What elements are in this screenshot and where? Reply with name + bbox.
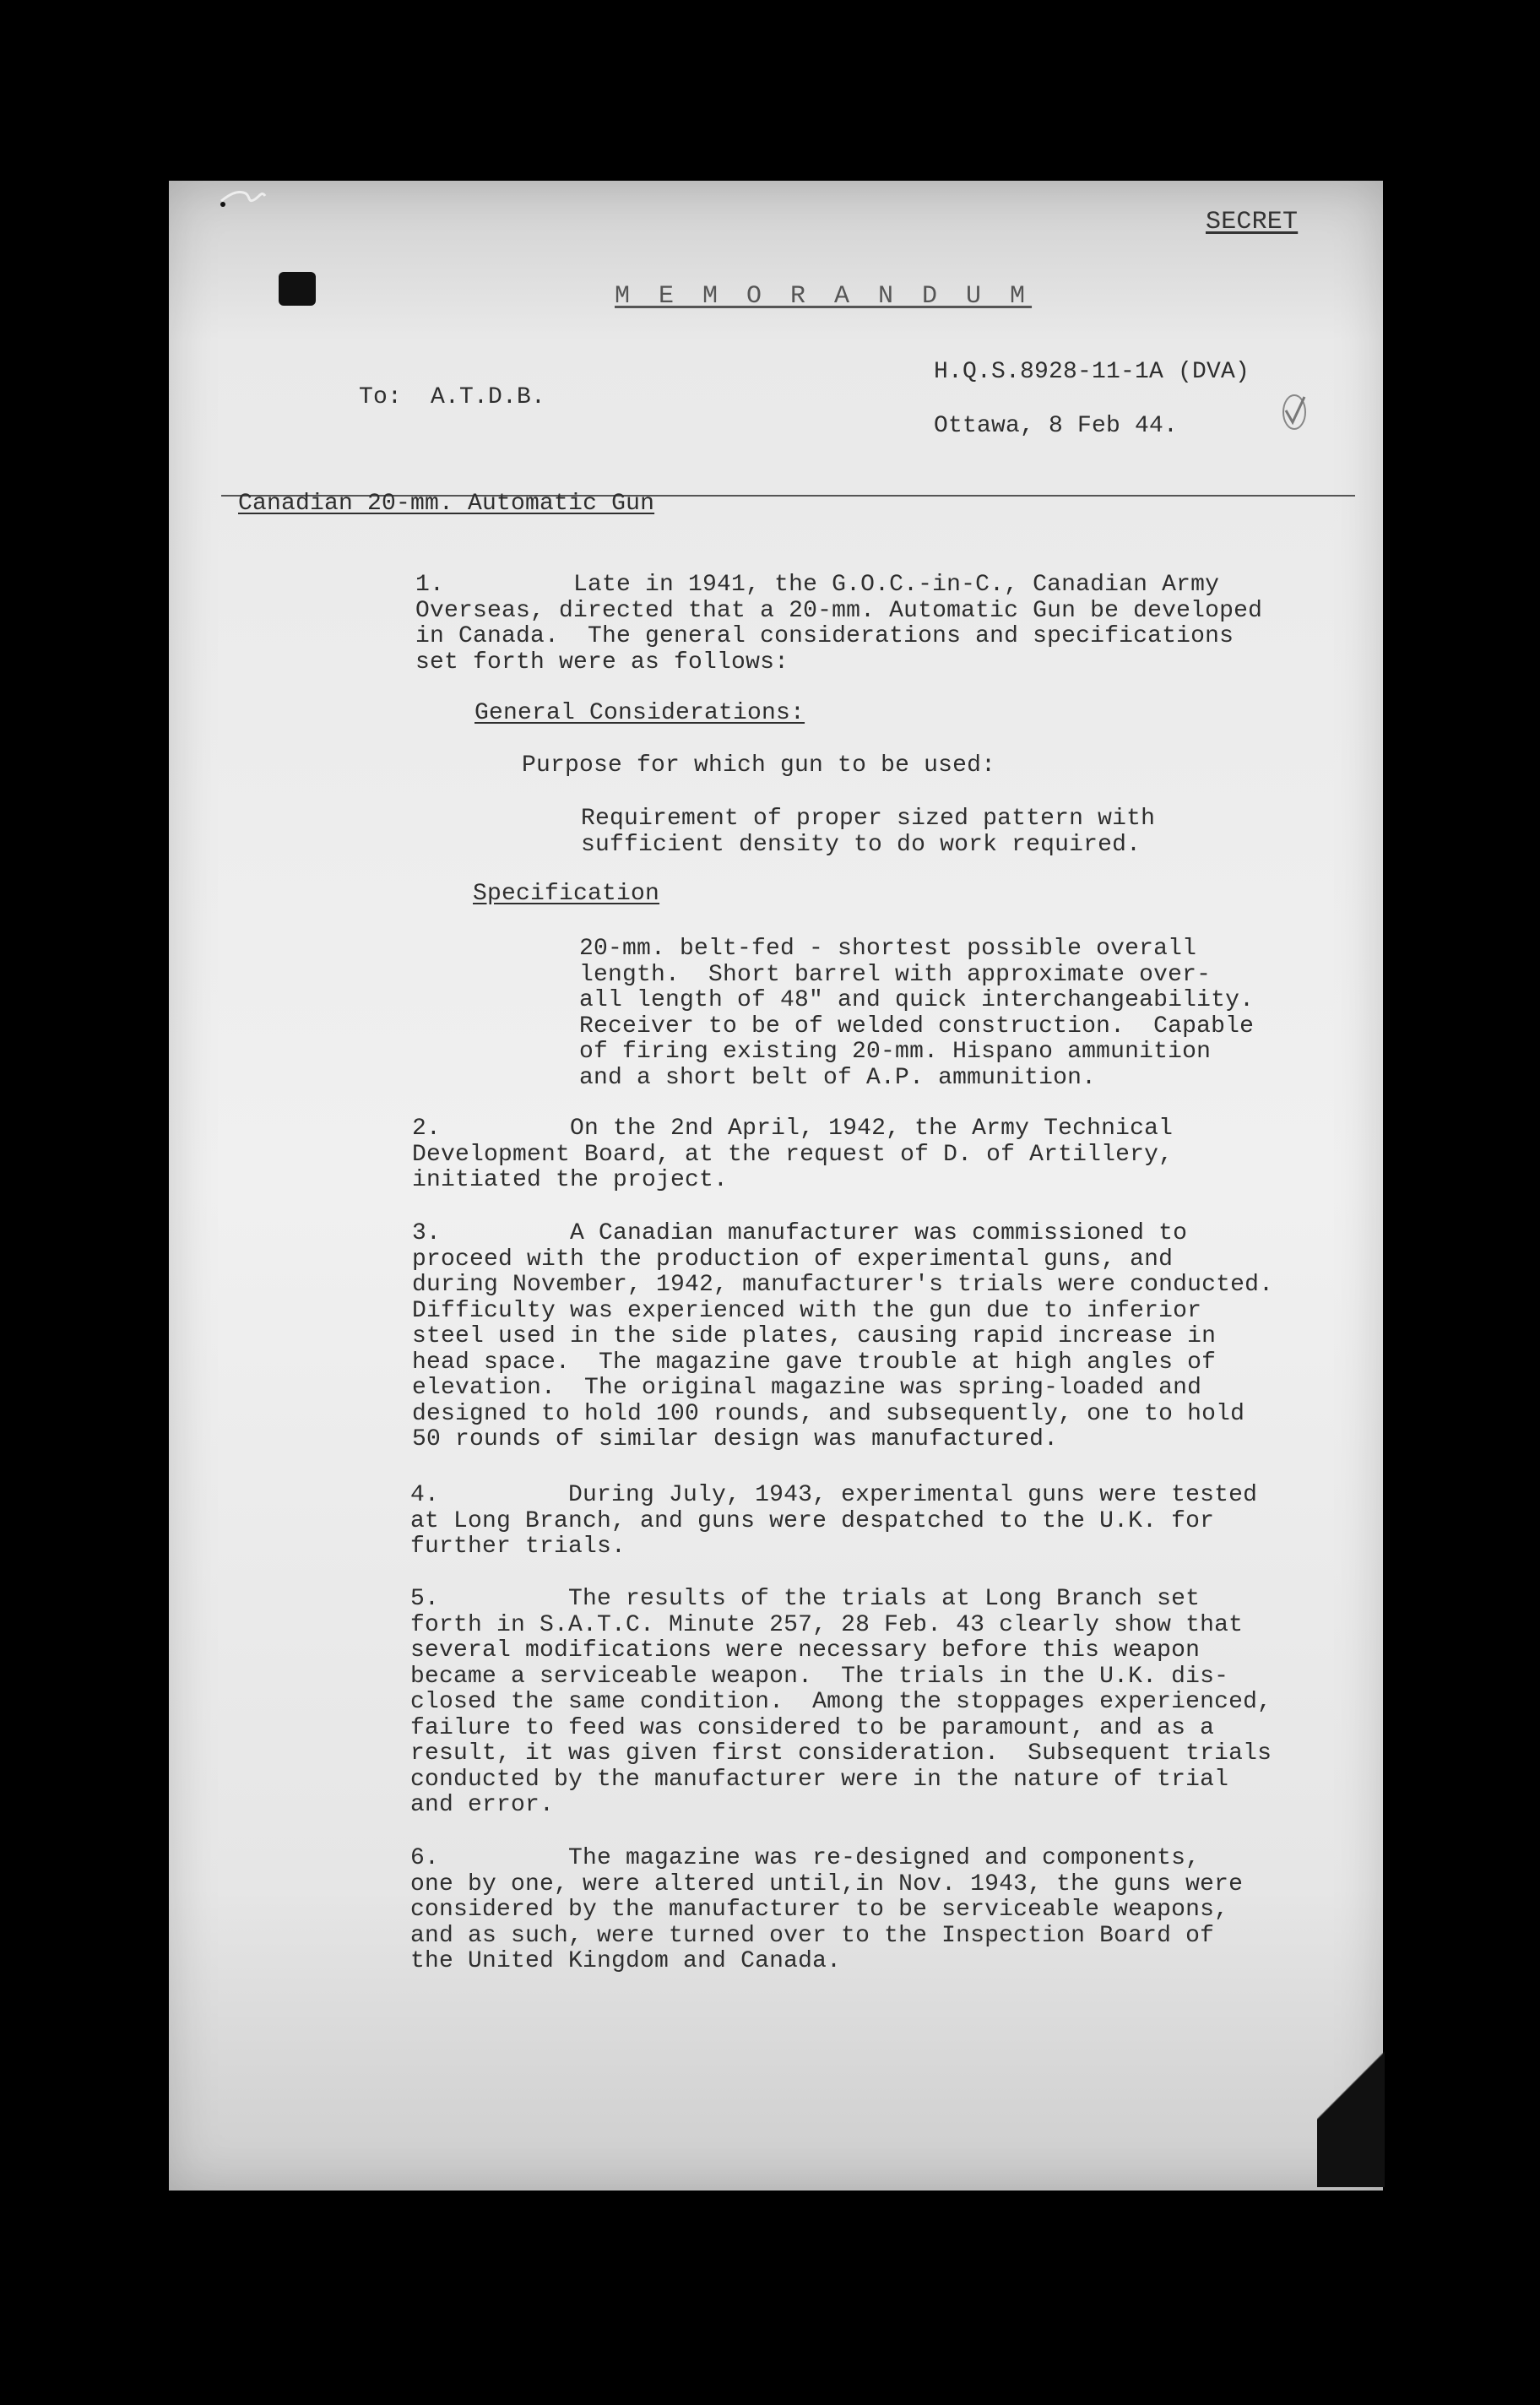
paragraph-3: 3. A Canadian manufacturer was commissioned to proceed with the production of experimental guns, and during November, 1942, manufacturer's trials were conducted. Difficulty was experienced with the gun due to inferior steel used in the side plates, causing rapid increase in head space. The magazine gave trouble at high angles of elevation. The original magazine was spring-loaded and designed to hold 100 rounds, and subsequently, one to hold 50 rounds of similar design was manufactured. bbox=[412, 1220, 1274, 1452]
page-corner-shadow bbox=[1317, 2027, 1385, 2187]
paragraph-4: 4. During July, 1943, experimental guns were tested at Long Branch, and guns were despatched to the U.K. for further trials. bbox=[410, 1482, 1258, 1560]
file-reference: H.Q.S.8928-11-1A (DVA) bbox=[934, 359, 1250, 385]
paragraph-6: 6. The magazine was re-designed and components, one by one, were altered until,in Nov. 1943, the guns were considered by the manufacturer to be serviceable weapons, and as such, were turned over to the Inspection Board of the United Kingdom and Canada. bbox=[410, 1845, 1244, 1974]
purpose-line: Purpose for which gun to be used: bbox=[522, 752, 996, 779]
paragraph-2: 2. On the 2nd April, 1942, the Army Technical Development Board, at the request of D. of Artillery, initiated the project. bbox=[412, 1116, 1174, 1193]
requirement-text: Requirement of proper sized pattern with sufficient density to do work required. bbox=[581, 806, 1156, 858]
scrawl-mark-icon bbox=[218, 179, 268, 213]
memo-title: M E M O R A N D U M bbox=[615, 282, 1033, 311]
paragraph-5: 5. The results of the trials at Long Branch set forth in S.A.T.C. Minute 257, 28 Feb. 43 clearly show that several modifications were necessary before this weapon became a serviceable weapon. The trials in the U.K. dis- closed the same condition. Among the stoppages experienced, failure to feed was considered to be paramount, and as a result, it was given first consideration. Subsequent trials conducted by the manufacturer were in the nature of trial and error. bbox=[410, 1586, 1272, 1818]
paragraph-1: 1. Late in 1941, the G.O.C.-in-C., Canadian Army Overseas, directed that a 20-mm. Automatic Gun be developed in Canada. The general considerations and specifications set forth were as follows: bbox=[415, 572, 1263, 676]
general-considerations-heading: General Considerations: bbox=[474, 700, 805, 726]
recipient: To: A.T.D.B. bbox=[359, 384, 546, 410]
classification-label: SECRET bbox=[1206, 208, 1299, 236]
ink-blot bbox=[279, 272, 316, 306]
subject-line: Canadian 20-mm. Automatic Gun bbox=[238, 491, 655, 517]
memo-date: Ottawa, 8 Feb 44. bbox=[934, 413, 1179, 439]
specification-heading: Specification bbox=[473, 881, 660, 907]
checkmark-icon bbox=[1279, 390, 1310, 434]
specification-text: 20-mm. belt-fed - shortest possible overall length. Short barrel with approximate over- all length of 48" and quick interchangeability. Receiver to be of welded construction. Capable of firing existing 20-mm. Hispano ammunition and a short belt of A.P. ammunition. bbox=[579, 936, 1255, 1091]
